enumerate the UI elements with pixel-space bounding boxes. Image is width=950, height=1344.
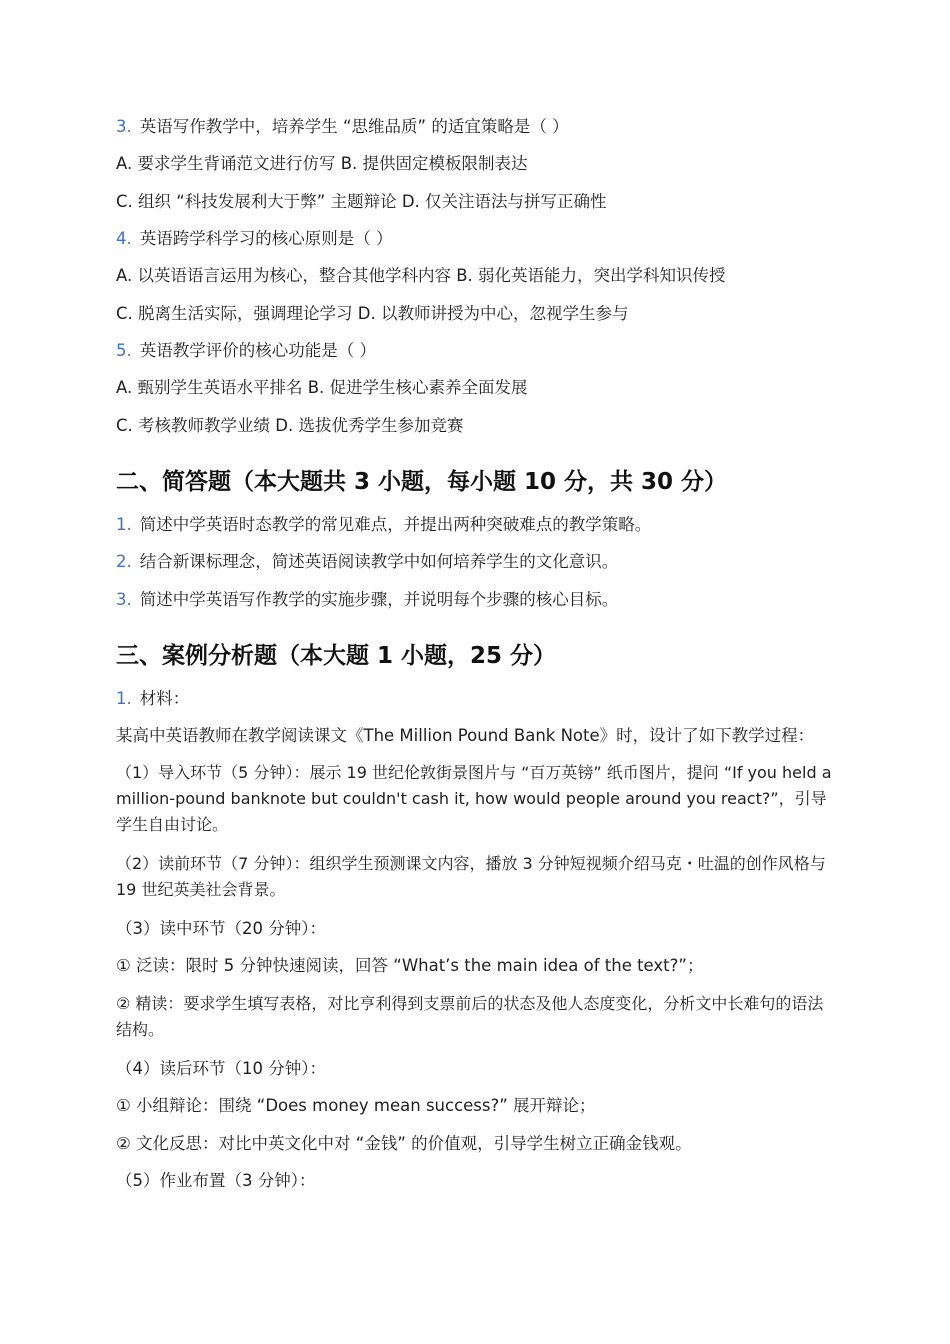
question-4-stem xyxy=(116,225,832,252)
question-number: 1. xyxy=(116,515,132,534)
question-text: 简述中学英语时态教学的常见难点，并提出两种突破难点的教学策略。 xyxy=(139,515,652,534)
case-step-3-intensive: ② 精读：要求学生填写表格，对比亨利得到支票前后的状态及他人态度变化，分析文中长难句的语法结构。 xyxy=(116,994,824,1039)
case-step-3: （3）读中环节（20 分钟）： xyxy=(116,919,326,938)
question-5-stem xyxy=(116,337,832,364)
question-text: 英语写作教学中，培养学生 “思维品质” 的适宜策略是（ ） xyxy=(139,117,569,136)
case-step-1: （1）导入环节（5 分钟）：展示 19 世纪伦敦街景图片与 “百万英镑” 纸币图片，提问 “If you held a million-pound banknote but couldn't cash it, how would people around you react?”，引导学生自由讨论。 xyxy=(116,763,832,834)
question-number: 3. xyxy=(116,117,132,136)
question-text: 简述中学英语写作教学的实施步骤，并说明每个步骤的核心目标。 xyxy=(139,590,619,609)
question-text: 英语教学评价的核心功能是（ ） xyxy=(139,341,376,360)
case-step-3-skim: ① 泛读：限时 5 分钟快速阅读，回答 “What’s the main idea of the text?”； xyxy=(116,956,704,975)
question-number: 3. xyxy=(116,590,132,609)
case-step-4-debate: ① 小组辩论：围绕 “Does money mean success?” 展开辩论； xyxy=(116,1096,596,1115)
question-number: 5. xyxy=(116,341,132,360)
short-answer-question-1 xyxy=(116,511,832,538)
short-answer-question-2 xyxy=(116,548,832,575)
case-step-4: （4）读后环节（10 分钟）： xyxy=(116,1059,326,1078)
case-intro: 某高中英语教师在教学阅读课文《The Million Pound Bank Note》时，设计了如下教学过程： xyxy=(116,726,815,745)
section-2-title: 二、简答题（本大题共 3 小题，每小题 10 分，共 30 分） xyxy=(116,469,728,495)
question-5-options-ab: A. 甄别学生英语水平排名 B. 促进学生核心素养全面发展 xyxy=(116,378,528,397)
question-number: 2. xyxy=(116,552,132,571)
case-step-5: （5）作业布置（3 分钟）： xyxy=(116,1171,316,1190)
question-text: 结合新课标理念，简述英语阅读教学中如何培养学生的文化意识。 xyxy=(139,552,619,571)
question-5-options-cd: C. 考核教师教学业绩 D. 选拔优秀学生参加竞赛 xyxy=(116,416,464,435)
question-text: 英语跨学科学习的核心原则是（ ） xyxy=(139,229,393,248)
question-3-options-cd: C. 组织 “科技发展利大于弊” 主题辩论 D. 仅关注语法与拼写正确性 xyxy=(116,192,607,211)
question-4-options-ab: A. 以英语语言运用为核心，整合其他学科内容 B. 弱化英语能力，突出学科知识传授 xyxy=(116,266,726,285)
case-step-4-reflection: ② 文化反思：对比中英文化中对 “金钱” 的价值观，引导学生树立正确金钱观。 xyxy=(116,1134,692,1153)
question-number: 4. xyxy=(116,229,132,248)
case-step-2: （2）读前环节（7 分钟）：组织学生预测课文内容，播放 3 分钟短视频介绍马克・吐温的创作风格与 19 世纪英美社会背景。 xyxy=(116,854,826,899)
material-label-line xyxy=(116,685,832,712)
question-3-stem xyxy=(116,113,832,140)
question-4-options-cd: C. 脱离生活实际，强调理论学习 D. 以教师讲授为中心，忽视学生参与 xyxy=(116,304,629,323)
question-3-options-ab: A. 要求学生背诵范文进行仿写 B. 提供固定模板限制表达 xyxy=(116,154,528,173)
question-number: 1. xyxy=(116,689,132,708)
short-answer-question-3 xyxy=(116,586,832,613)
section-3-title: 三、案例分析题（本大题 1 小题，25 分） xyxy=(116,643,557,669)
material-label: 材料： xyxy=(139,689,190,708)
